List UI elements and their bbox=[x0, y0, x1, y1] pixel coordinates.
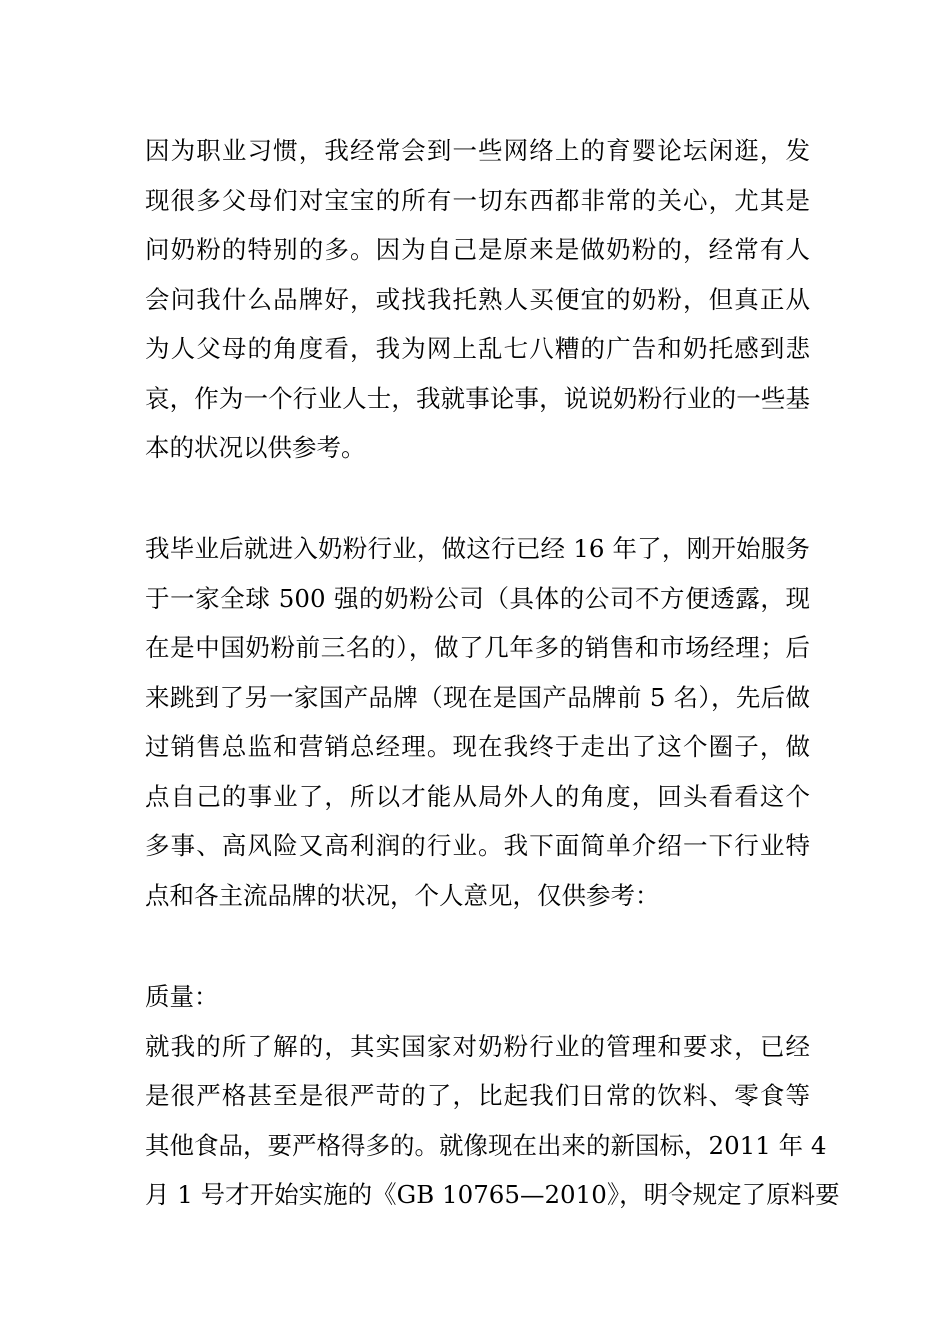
text-line: 哀，作为一个行业人士，我就事论事，说说奶粉行业的一些基 bbox=[145, 383, 810, 413]
paragraph-intro bbox=[145, 126, 810, 473]
text-line: 本的状况以供参考。 bbox=[145, 433, 366, 462]
text-line: 多事、高风险又高利润的行业。我下面简单介绍一下行业特 bbox=[145, 831, 810, 860]
text-line: 问奶粉的特别的多。因为自己是原来是做奶粉的，经常有人 bbox=[145, 235, 810, 264]
text-line: 我毕业后就进入奶粉行业，做这行已经 16 年了，刚开始服务 bbox=[145, 534, 810, 563]
text-line: 其他食品，要严格得多的。就像现在出来的新国标，2011 年 4 bbox=[145, 1130, 827, 1160]
text-line: 因为职业习惯，我经常会到一些网络上的育婴论坛闲逛，发 bbox=[145, 136, 810, 165]
text-line: 点和各主流品牌的状况，个人意见，仅供参考： bbox=[145, 880, 660, 910]
text-line: 为人父母的角度看，我为网上乱七八糟的广告和奶托感到悲 bbox=[145, 334, 810, 363]
text-line: 在是中国奶粉前三名的），做了几年多的销售和市场经理；后 bbox=[145, 633, 810, 662]
paragraph-quality bbox=[145, 972, 840, 1220]
text-line: 过销售总监和营销总经理。现在我终于走出了这个圈子，做 bbox=[145, 732, 810, 761]
section-heading: 质量： bbox=[145, 982, 219, 1011]
text-line: 现很多父母们对宝宝的所有一切东西都非常的关心，尤其是 bbox=[145, 185, 810, 215]
text-line: 于一家全球 500 强的奶粉公司（具体的公司不方便透露，现 bbox=[145, 583, 810, 613]
text-line: 就我的所了解的，其实国家对奶粉行业的管理和要求，已经 bbox=[145, 1031, 810, 1061]
text-line: 点自己的事业了，所以才能从局外人的角度，回头看看这个 bbox=[145, 781, 810, 811]
paragraph-background bbox=[145, 524, 810, 920]
text-line: 是很严格甚至是很严苛的了，比起我们日常的饮料、零食等 bbox=[145, 1081, 810, 1110]
text-line: 来跳到了另一家国产品牌（现在是国产品牌前 5 名），先后做 bbox=[145, 682, 810, 712]
text-line: 会问我什么品牌好，或找我托熟人买便宜的奶粉，但真正从 bbox=[145, 284, 810, 314]
text-line: 月 1 号才开始实施的《GB 10765—2010》，明令规定了原料要 bbox=[145, 1180, 840, 1209]
